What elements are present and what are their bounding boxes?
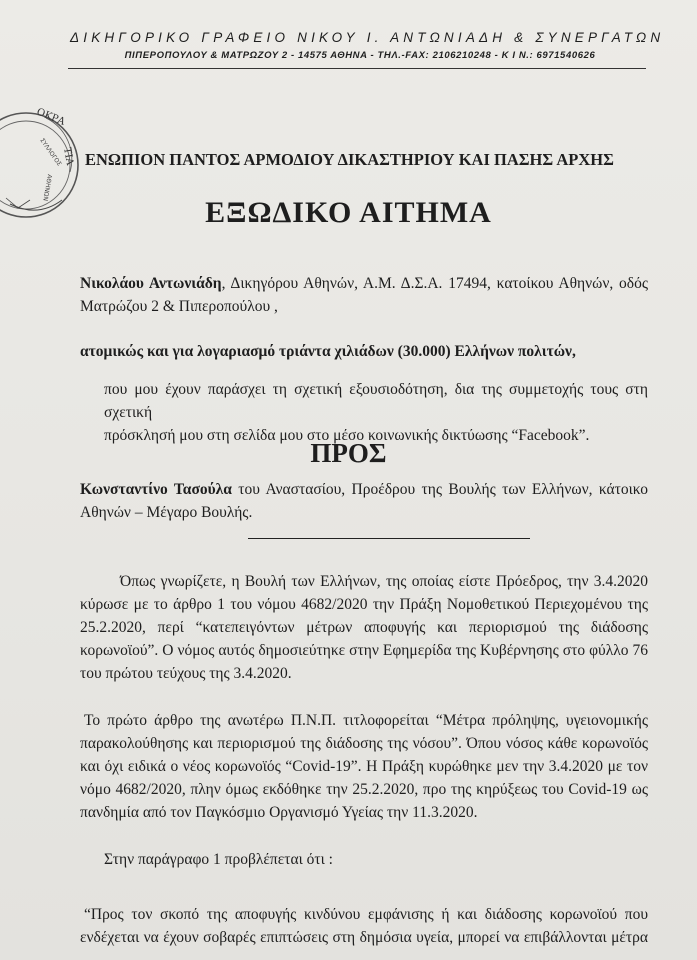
recipient-address: Αθηνών – Μέγαρο Βουλής. <box>80 504 253 521</box>
paragraph-2 <box>80 709 648 824</box>
letterhead-rule <box>68 68 646 69</box>
paragraph-1-line: κορωνοϊού”. Ο νόμος αυτός δημοσιεύτηκε στην Εφημερίδα της Κυβέρνησης στο φύλλο 76 <box>80 642 648 659</box>
letterhead-address: ΠΙΠΕΡΟΠΟΥΛΟΥ & ΜΑΤΡΩΖΟΥ 2 - 14575 ΑΘΗΝΑ - ΤΗΛ.-FAX: 2106210248 - Κ Ι Ν.: 6971540626 <box>124 50 596 61</box>
paragraph-1 <box>80 570 648 685</box>
sender-address: Ματρώζου 2 & Πιπεροπούλου , <box>80 298 278 315</box>
paragraph-3: Στην παράγραφο 1 προβλέπεται ότι : <box>104 851 333 868</box>
letterhead-firm-name: ΔΙΚΗΓΟΡΙΚΟ ΓΡΑΦΕΙΟ ΝΙΚΟΥ Ι. ΑΝΤΩΝΙΑΔΗ & ΣΥΝΕΡΓΑΤΩΝ <box>70 30 665 45</box>
recipient-block <box>80 478 648 524</box>
recipient-details: του Αναστασίου, Προέδρου της Βουλής των Ελλήνων, κάτοικο <box>231 481 648 498</box>
paragraph-1-line: κύρωσε με το άρθρο 1 του νόμου 4682/2020 την Πράξη Νομοθετικού Περιεχομένου της <box>80 596 648 613</box>
paragraph-1-line: Όπως γνωρίζετε, η Βουλή των Ελλήνων, της οποίας είστε Πρόεδρος, την 3.4.2020 <box>120 573 648 590</box>
authorization-line-2: πρόσκλησή μου στη σελίδα μου στο μέσο κοινωνικής δικτύωσης “Facebook”. <box>104 427 590 444</box>
paragraph-1-line: του πρώτου τεύχους της 3.4.2020. <box>80 665 292 682</box>
separator-line <box>248 538 530 539</box>
sender-block <box>80 272 648 318</box>
quote-line: ενδέχεται να έχουν σοβαρές επιπτώσεις στη δημόσια υγεία, μπορεί να επιβάλλονται μέτρα <box>80 929 648 946</box>
on-behalf-line: ατομικώς και για λογαριασμό τριάντα χιλιάδων (30.000) Ελλήνων πολιτών, <box>80 343 576 360</box>
svg-text:ΣΥΛΛΟΓΟΣ: ΣΥΛΛΟΓΟΣ <box>38 137 63 168</box>
paragraph-2-line: νόμο 4682/2020, πλην όμως εκδόθηκε την 25.2.2020, προ της κηρύξεως του Covid-19 ως <box>80 781 648 798</box>
sender-details: , Δικηγόρου Αθηνών, Α.Μ. Δ.Σ.Α. 17494, κατοίκου Αθηνών, οδός <box>221 275 648 292</box>
svg-text:ΑΘΗΝΩΝ: ΑΘΗΝΩΝ <box>41 173 53 202</box>
paragraph-2-line: Το πρώτο άρθρο της ανωτέρω Π.Ν.Π. τιτλοφορείται “Μέτρα πρόληψης, υγειονομικής <box>84 712 648 729</box>
to-heading: ΠΡΟΣ <box>310 438 387 468</box>
authorization-block <box>80 378 648 447</box>
paragraph-2-line: παρακολούθησης και περιορισμού της διάδοσης της νόσου”. Όπου νόσος κάθε κορωνοϊός <box>80 735 648 752</box>
sender-name: Νικολάου Αντωνιάδη <box>80 275 222 292</box>
quoted-provision <box>80 903 648 949</box>
letterhead <box>70 30 665 61</box>
quote-line: “Προς τον σκοπό της αποφυγής κινδύνου εμφάνισης ή και διάδοσης κορωνοϊού που <box>84 906 648 923</box>
recipient-name: Κωνσταντίνο Τασούλα <box>80 481 232 498</box>
court-heading: ΕΝΩΠΙΟΝ ΠΑΝΤΟΣ ΑΡΜΟΔΙΟΥ ΔΙΚΑΣΤΗΡΙΟΥ ΚΑΙ ΠΑΣΗΣ ΑΡΧΗΣ <box>85 150 614 169</box>
authorization-line-1: που μου έχουν παράσχει τη σχετική εξουσιοδότηση, δια της συμμετοχής τους στη σχετική <box>104 381 648 421</box>
svg-text:ΤΙΑ: ΤΙΑ <box>61 146 75 167</box>
paragraph-2-line: και όχι ειδικά ο νέος κορωνοϊός “Covid-19”. Η Πράξη κυρώθηκε μεν την 3.4.2020 με τον <box>80 758 648 775</box>
paragraph-1-line: 25.2.2020, περί “κατεπειγόντων μέτρων αποφυγής και περιορισμού της διάδοσης <box>80 619 648 636</box>
paragraph-2-line: πανδημία από τον Παγκόσμιο Οργανισμό Υγείας την 11.3.2020. <box>80 804 478 821</box>
svg-text:ΟΚΡΑ: ΟΚΡΑ <box>34 106 67 128</box>
document-title: ΕΞΩΔΙΚΟ ΑΙΤΗΜΑ <box>205 196 492 229</box>
